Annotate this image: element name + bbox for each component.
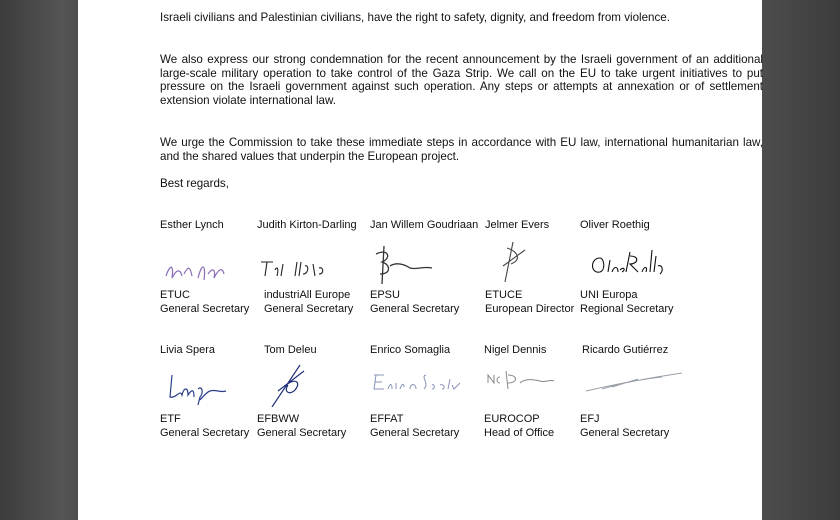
signatory-name: Jan Willem Goudriaan [370,219,479,231]
signatory-name: Enrico Somaglia [370,344,451,356]
signatory-name: Nigel Dennis [484,344,547,356]
signatory-title: General Secretary [370,303,460,315]
viewer-background-right [762,0,840,520]
signatory-title: General Secretary [160,427,250,439]
signatory-title: General Secretary [264,303,354,315]
signatory-title: Head of Office [484,427,555,439]
signatory-organization: EFBWW [257,413,300,425]
signature-image [257,244,367,290]
signatory-name: Livia Spera [160,344,216,356]
signature-image [582,357,692,403]
signatory-organization: EPSU [370,289,400,301]
signatory-title: Regional Secretary [580,303,674,315]
paragraph-condemnation: We also express our strong condemnation for the recent announcement by the Israeli government of an additional large-scale military operation to take control of the Gaza Strip. We call on the EU to take urgent initiatives to put pressure on the Israeli government against such operation. Any steps or attempts at annexation or of settlement extension violate international law. [160,53,763,107]
signatory-name: Tom Deleu [264,344,317,356]
signature-image [485,238,595,284]
signatory-title: General Secretary [160,303,250,315]
signatory-name: Oliver Roethig [580,219,650,231]
signatory-organization: ETUC [160,289,190,301]
paragraph-urge-commission: We urge the Commission to take these immediate steps in accordance with EU law, international humanitarian law, and the shared values that underpin the European project. [160,136,763,163]
signature-image [484,361,594,407]
signatory-name: Ricardo Gutiérrez [582,344,669,356]
signatory-organization: EUROCOP [484,413,540,425]
signatory-organization: UNI Europa [580,289,638,301]
signatory-title: General Secretary [257,427,347,439]
signatory-title: General Secretary [370,427,460,439]
signatory-organization: EFFAT [370,413,404,425]
signatory-organization: ETUCE [485,289,523,301]
closing-regards: Best regards, [160,177,229,190]
document-page [78,0,762,520]
signature-image [370,240,480,286]
signatory-title: General Secretary [580,427,670,439]
signatory-organization: industriAll Europe [264,289,351,301]
signature-image [370,361,480,407]
signature-image [580,242,690,288]
signatory-organization: EFJ [580,413,600,425]
signatory-title: European Director [485,303,575,315]
viewer-background-left [0,0,78,520]
signature-image [264,361,374,407]
signatory-name: Jelmer Evers [485,219,550,231]
signatory-name: Esther Lynch [160,219,224,231]
signatory-organization: ETF [160,413,181,425]
signature-image [160,244,270,290]
signatory-name: Judith Kirton-Darling [257,219,357,231]
paragraph-civilians: Israeli civilians and Palestinian civilians, have the right to safety, dignity, and freedom from violence. [160,11,670,24]
signature-image [160,363,270,409]
